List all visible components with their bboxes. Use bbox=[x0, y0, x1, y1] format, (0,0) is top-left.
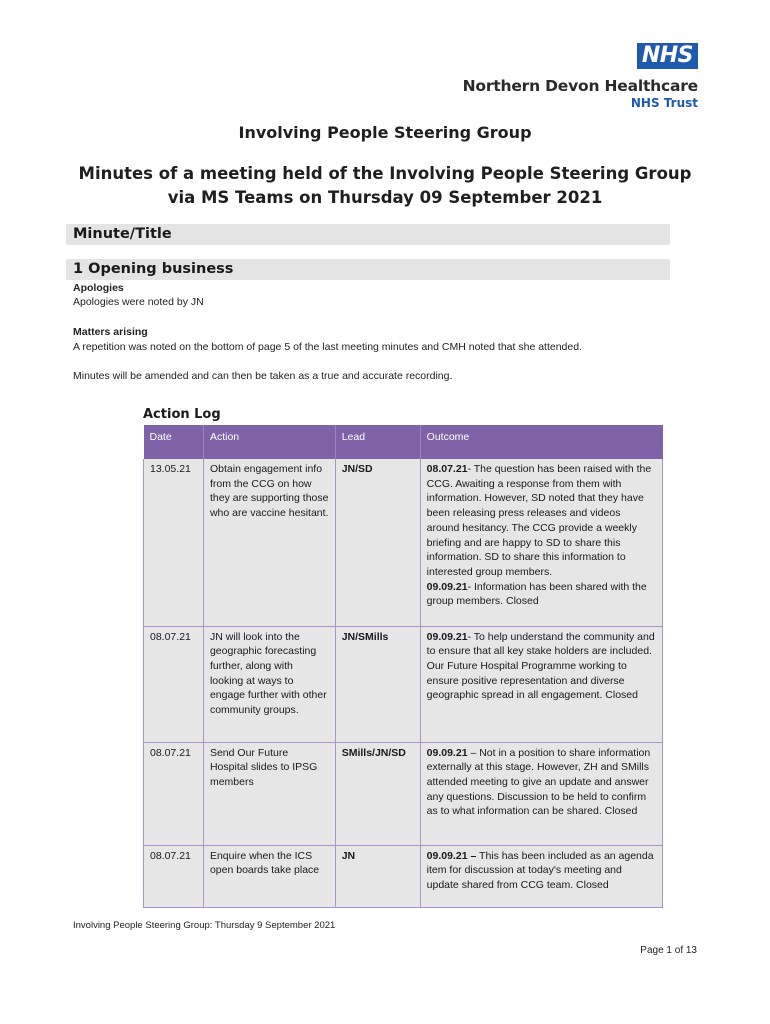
nhs-logo bbox=[438, 43, 698, 110]
outcome-text: – Not in a position to share information externally at this stage. However, ZH and SMills attended meeting to give an update and answer any questions. Discussion to be held to confirm as to what information can be shared. Closed bbox=[426, 746, 651, 818]
row-action: Obtain engagement info from the CCG on how they are supporting those who are vaccine hesitant. bbox=[203, 459, 335, 626]
document-title: Involving People Steering Group bbox=[238, 123, 532, 142]
matters-arising-text-2: Minutes will be amended and can then be taken as a true and accurate recording. bbox=[73, 370, 453, 382]
outcome-text: This has been included as an agenda item for discussion at today's meeting and update shared from CCG team. Closed bbox=[426, 849, 654, 891]
outcome-text: - The question has been raised with the CCG. Awaiting a response from them with information. However, SD noted that they have been releasing press releases and videos around hesitancy. The CCG provide a weekly briefing and are happy to SD to share this information. SD to share this information to interested group members. bbox=[426, 463, 652, 578]
outcome-text: - Information has been shared with the group members. Closed bbox=[426, 580, 647, 608]
outcome-date: 09.09.21 bbox=[426, 630, 468, 643]
row-action: JN will look into the geographic forecasting further, along with looking at ways to engage further with other community groups. bbox=[203, 626, 335, 742]
table-row bbox=[144, 845, 663, 907]
row-lead: JN/SD bbox=[335, 459, 420, 626]
row-date: 13.05.21 bbox=[144, 459, 204, 626]
row-lead: JN/SMills bbox=[335, 626, 420, 742]
footer-meeting-label: Involving People Steering Group: Thursday 9 September 2021 bbox=[73, 920, 336, 931]
header-lead: Lead bbox=[335, 425, 420, 459]
header-action: Action bbox=[203, 425, 335, 459]
matters-arising-text-1: A repetition was noted on the bottom of page 5 of the last meeting minutes and CMH noted that she attended. bbox=[73, 341, 582, 353]
section-opening-business: 1 Opening business bbox=[66, 259, 670, 280]
organisation-name: Northern Devon Healthcare bbox=[462, 77, 698, 95]
nhs-badge: NHS bbox=[637, 43, 698, 69]
row-outcome bbox=[420, 626, 662, 742]
row-lead: JN bbox=[335, 845, 420, 907]
row-lead: SMills/JN/SD bbox=[335, 742, 420, 845]
outcome-date: 09.09.21 – bbox=[426, 849, 477, 862]
header-outcome: Outcome bbox=[420, 425, 662, 459]
row-date: 08.07.21 bbox=[144, 742, 204, 845]
apologies-text: Apologies were noted by JN bbox=[73, 296, 204, 308]
row-action: Send Our Future Hospital slides to IPSG members bbox=[203, 742, 335, 845]
table-row bbox=[144, 459, 663, 626]
action-log-title: Action Log bbox=[143, 407, 221, 422]
action-log-header-row bbox=[144, 425, 663, 459]
row-date: 08.07.21 bbox=[144, 626, 204, 742]
outcome-date: 09.09.21 bbox=[426, 746, 468, 759]
document-subtitle: Minutes of a meeting held of the Involving People Steering Group via MS Teams on Thursday 09 September 2021 bbox=[78, 164, 692, 207]
row-outcome bbox=[420, 742, 662, 845]
header-date: Date bbox=[144, 425, 204, 459]
row-date: 08.07.21 bbox=[144, 845, 204, 907]
outcome-date: 08.07.21 bbox=[426, 463, 468, 475]
matters-arising-label: Matters arising bbox=[73, 326, 148, 338]
row-outcome bbox=[420, 845, 662, 907]
action-log-table bbox=[143, 425, 663, 908]
outcome-date: 09.09.21 bbox=[426, 580, 468, 593]
apologies-label: Apologies bbox=[73, 282, 124, 294]
table-row bbox=[144, 626, 663, 742]
section-minute-title: Minute/Title bbox=[66, 224, 670, 245]
organisation-subtitle: NHS Trust bbox=[630, 96, 698, 110]
row-outcome bbox=[420, 459, 662, 626]
row-action: Enquire when the ICS open boards take place bbox=[203, 845, 335, 907]
footer-page-number: Page 1 of 13 bbox=[640, 945, 697, 956]
table-row bbox=[144, 742, 663, 845]
outcome-text: - To help understand the community and to ensure that all key stake holders are included. Our Future Hospital Programme working to ensure positive representation and diverse geographic spread in all engagement. Closed bbox=[426, 630, 655, 702]
